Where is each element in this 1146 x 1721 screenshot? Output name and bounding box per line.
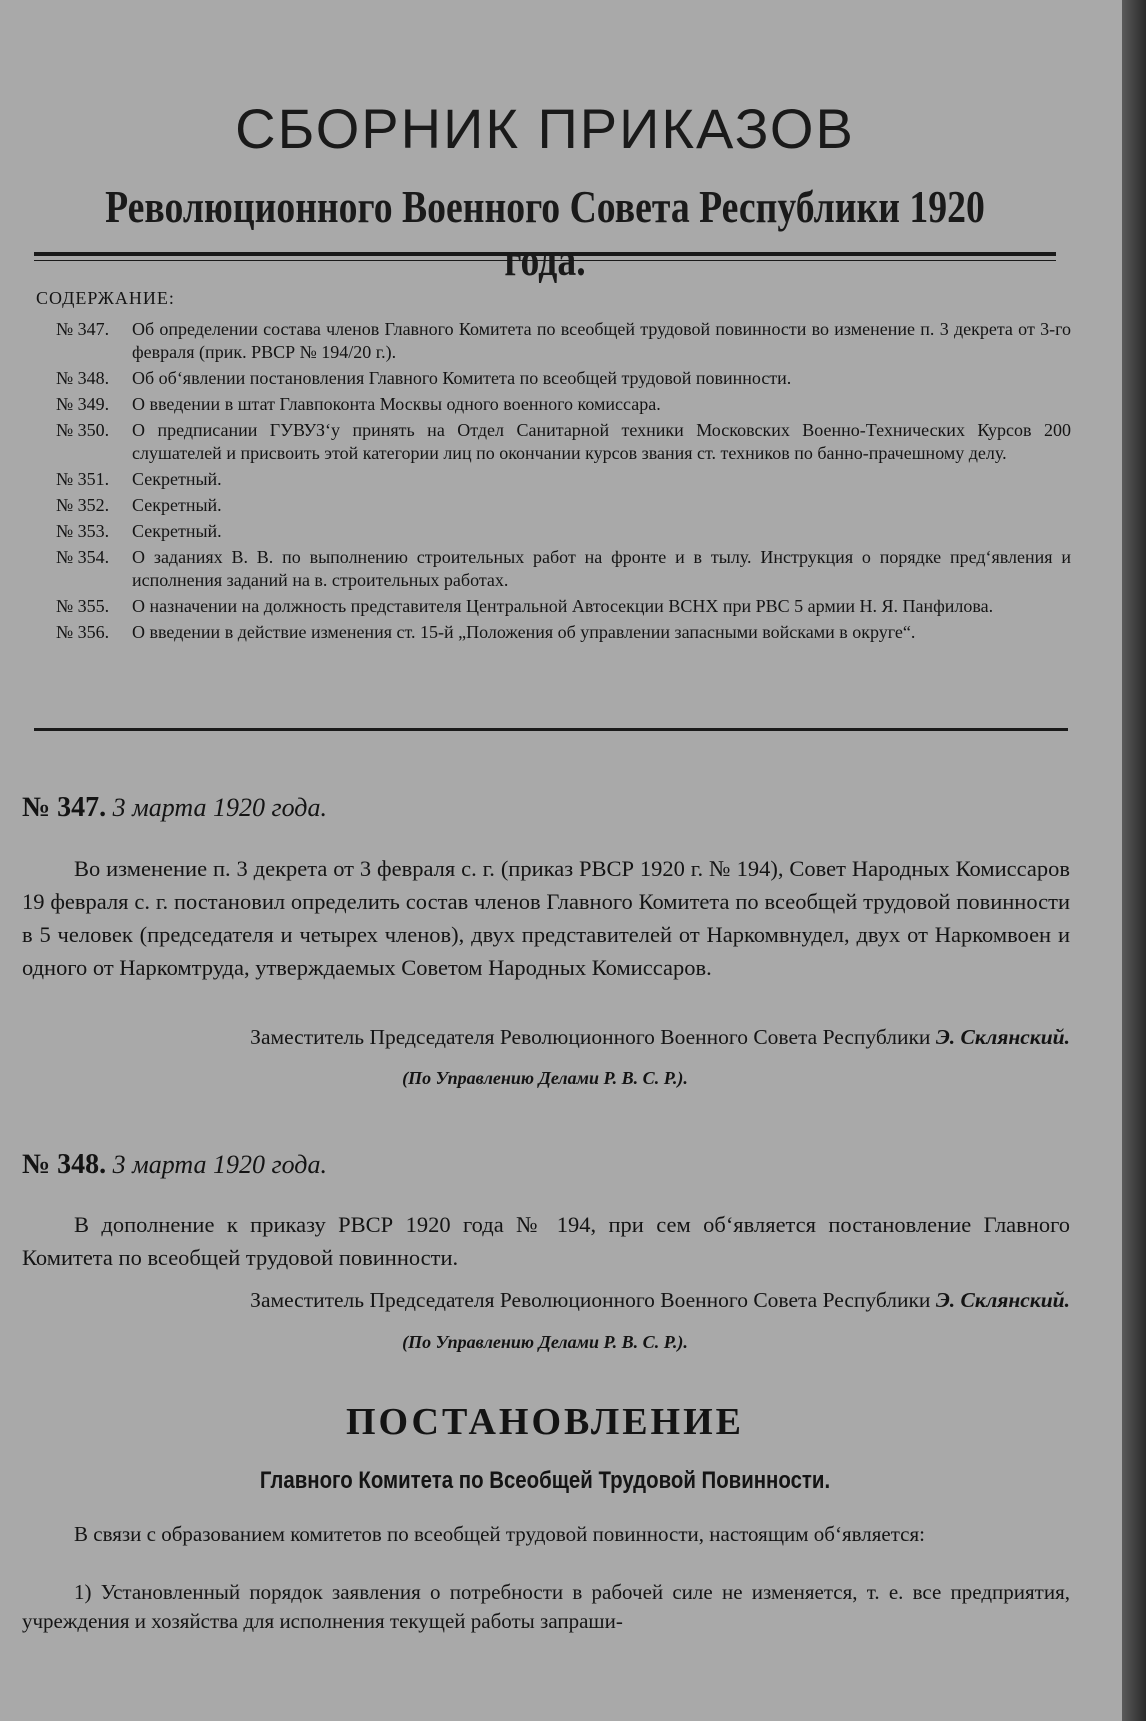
toc-item-text: О введении в штат Главпоконта Москвы одного военного комиссара. <box>132 394 661 414</box>
order-date: 3 марта 1920 года. <box>112 793 327 822</box>
toc-item-number: № 355. <box>56 596 110 616</box>
order-347-text: Во изменение п. 3 декрета от 3 февраля с. г. (приказ РВСР 1920 г. № 194), Совет Народных Комиссаров 19 февраля с. г. постановил определить состав членов Главного Комитета по всеобщей трудовой повинности в 5 человек (председателя и четырех членов), двух представителей от Наркомвнудел, двух от Наркомвоен и одного от Наркомтруда, утверждаемых Советом Народных Комиссаров. <box>22 856 1070 980</box>
decree-subtitle: Главного Комитета по Всеобщей Трудовой Повинности. <box>259 1467 831 1494</box>
signatory-name: Э. Склянский. <box>935 1288 1070 1312</box>
collection-subtitle: Революционного Военного Совета Республики 1920 <box>105 181 985 232</box>
order-number: № 348. <box>22 1149 107 1180</box>
signatory-title: Заместитель Председателя Революционного Военного Совета Республики <box>250 1025 931 1049</box>
toc-item-350 <box>56 419 1071 465</box>
table-of-contents <box>56 318 1071 647</box>
toc-item-number: № 347. <box>56 319 110 339</box>
toc-item-number: № 349. <box>56 394 110 414</box>
order-348-office: (По Управлению Делами Р. В. С. Р.). <box>402 1332 688 1352</box>
toc-item-353 <box>56 520 1071 543</box>
toc-item-354 <box>56 546 1071 592</box>
page-edge-shadow <box>1122 0 1146 1721</box>
toc-item-355 <box>56 595 1071 618</box>
toc-item-text: Секретный. <box>132 469 222 489</box>
toc-item-number: № 352. <box>56 495 110 515</box>
toc-item-number: № 354. <box>56 547 110 567</box>
toc-item-text: О введении в действие изменения ст. 15-й „Положения об управлении запасными войсками в округе“. <box>132 622 916 642</box>
toc-item-348 <box>56 367 1071 390</box>
order-347-signature <box>72 1025 1070 1050</box>
toc-item-text: О предписании ГУВУЗ‘у принять на Отдел Санитарной техники Московских Военно-Технических Курсов 200 слушателей и присвоить этой категории лиц по окончании курсов звания ст. техников по банно-прачешному делу. <box>132 420 1071 463</box>
toc-item-number: № 353. <box>56 521 110 541</box>
decree-intro: В связи с образованием комитетов по всеобщей трудовой повинности, настоящим об‘является: <box>74 1522 925 1546</box>
toc-item-text: Секретный. <box>132 521 222 541</box>
toc-item-number: № 356. <box>56 622 110 642</box>
decree-title: ПОСТАНОВЛЕНИЕ <box>345 1401 745 1443</box>
order-date: 3 марта 1920 года. <box>112 1150 327 1179</box>
toc-item-351 <box>56 468 1071 491</box>
header-rule-thick <box>34 252 1056 256</box>
toc-item-number: № 351. <box>56 469 110 489</box>
order-348-heading <box>22 1149 327 1181</box>
signatory-title: Заместитель Председателя Революционного Военного Совета Республики <box>250 1288 931 1312</box>
toc-bottom-rule <box>34 728 1068 731</box>
decree-item-1: 1) Установленный порядок заявления о потребности в рабочей силе не изменяется, т. е. все предприятия, учреждения и хозяйства для исполнения текущей работы запраши- <box>22 1580 1070 1633</box>
order-348-text: В дополнение к приказу РВСР 1920 года № 194, при сем об‘является постановление Главного Комитета по всеобщей трудовой повинности. <box>22 1212 1070 1270</box>
toc-item-349 <box>56 393 1071 416</box>
toc-item-text: О заданиях В. В. по выполнению строительных работ на фронте и в тылу. Инструкция о порядке пред‘явления и исполнения заданий на в. строительных работах. <box>132 547 1071 590</box>
order-347-heading <box>22 792 327 824</box>
toc-item-text: Об определении состава членов Главного Комитета по всеобщей трудовой повинности во изменение п. 3 декрета от 3-го февраля (прик. РВСР № 194/20 г.). <box>132 319 1071 362</box>
order-number: № 347. <box>22 792 107 823</box>
toc-item-352 <box>56 494 1071 517</box>
toc-item-text: О назначении на должность представителя Центральной Автосекции ВСНХ при РВС 5 армии Н. Я. Панфилова. <box>132 596 994 616</box>
toc-item-text: Об об‘явлении постановления Главного Комитета по всеобщей трудовой повинности. <box>132 368 792 388</box>
collection-title: СБОРНИК ПРИКАЗОВ <box>235 97 855 160</box>
toc-item-356 <box>56 621 1071 644</box>
signatory-name: Э. Склянский. <box>935 1025 1070 1049</box>
order-347-office: (По Управлению Делами Р. В. С. Р.). <box>402 1068 688 1088</box>
toc-heading: СОДЕРЖАНИЕ: <box>36 288 175 308</box>
toc-item-number: № 348. <box>56 368 110 388</box>
order-348-signature <box>72 1288 1070 1313</box>
toc-item-347 <box>56 318 1071 364</box>
toc-item-number: № 350. <box>56 420 110 440</box>
header-rule-thin <box>34 260 1056 261</box>
toc-item-text: Секретный. <box>132 495 222 515</box>
